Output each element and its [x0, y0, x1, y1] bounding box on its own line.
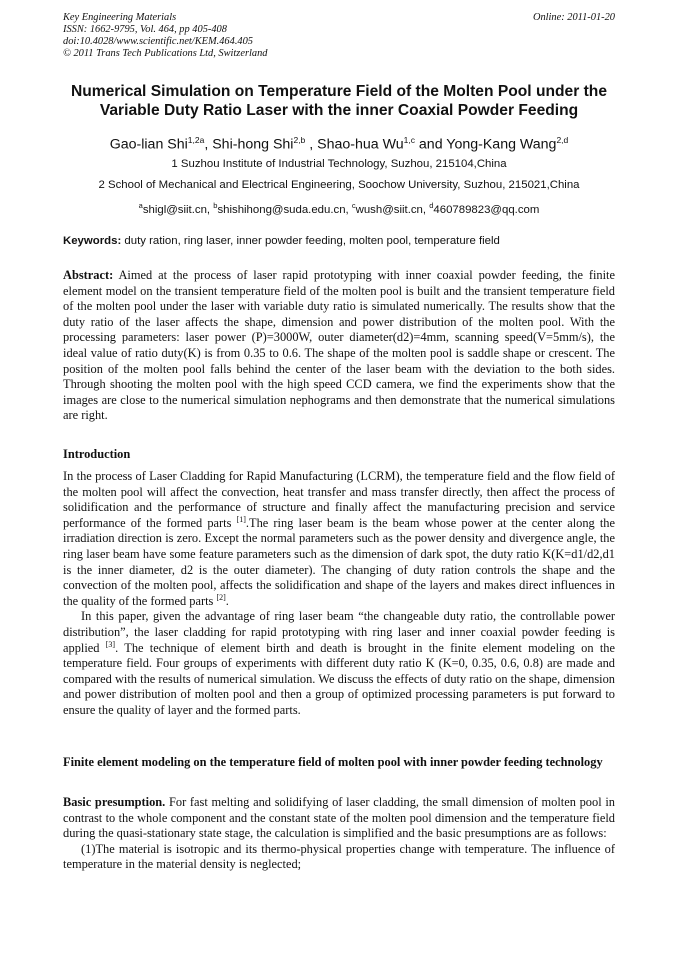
- author-affil-sup: 2,b: [293, 135, 306, 145]
- email-link[interactable]: shishihong@suda.edu.cn: [217, 203, 346, 216]
- affiliation-2: 2 School of Mechanical and Electrical Engineering, Soochow University, Suzhou, 215021,China: [98, 179, 580, 191]
- email-sup: c: [351, 201, 356, 210]
- author-list: [30, 131, 648, 154]
- citation-ref-2: [2]: [216, 592, 226, 602]
- abstract-label: Abstract:: [63, 268, 114, 282]
- affiliation-1: 1 Suzhou Institute of Industrial Technology, Suzhou, 215104,China: [171, 158, 507, 170]
- fem-heading: [63, 755, 615, 771]
- journal-header: [63, 12, 615, 60]
- intro-text: . The technique of element birth and death is brought in the finite element modeling on the temperature field. Four groups of experiments with different duty ratio K (K=0, 0.35, 0.6, 0.8) are made and compared with the results of numerical simulation. We discuss the effects of duty ratio on the shape, dimension and power distribution of molten pool and then a group of optimized processing parameters is put forward to ensure the quality of layer and the formed parts.: [63, 640, 615, 717]
- author-affil-sup: 1,2a: [187, 135, 205, 145]
- copyright-line: © 2011 Trans Tech Publications Ltd, Switzerland: [63, 48, 268, 59]
- online-date: Online: 2011-01-20: [532, 12, 615, 23]
- author-separator: ,: [305, 136, 318, 153]
- email-sup: d: [429, 201, 434, 210]
- presumption-item-1: (1)The material is isotropic and its thermo-physical properties change with temperature. The influence of temperature in the material density is neglected;: [63, 841, 615, 872]
- abstract-text: Aimed at the process of laser rapid prototyping with inner coaxial powder feeding, the finite element model on the transient temperature field of the molten pool is built and the transient temperature field of the molten pool under the laser with variable duty ratio is simulated numerically. The results show that the duty ratio of the laser affects the shape, dimension and power distribution of the molten pool. With the processing parameters: laser power (P)=3000W, outer diameter(d2)=4mm, scanning speed(V=5mm/s), the ideal value of ratio duty(K) is from 0.35 to 0.6. The shape of the molten pool is saddle shape or crescent. The position of the molten pool falls behind the center of the laser beam with the deviation to the both sides. Through shooting the molten pool with the high speed CCD camera, we find the experiments show that the images are close to the numerical simulation nephograms and then demonstrate that the numerical simulations are right.: [63, 268, 615, 423]
- email-sup: a: [138, 201, 143, 210]
- introduction-body: [63, 469, 615, 719]
- basic-presumption-text: For fast melting and solidifying of laser cladding, the small dimension of molten pool in contrast to the whole component and the constant state of the molten pool dimension and the temperature field during the quasi-stationary state stage, the calculation is simplified and the basic presumptions are as follows:: [63, 795, 615, 841]
- introduction-heading-text: Introduction: [63, 447, 131, 461]
- doi-line: doi:10.4028/www.scientific.net/KEM.464.405: [63, 36, 253, 47]
- author-separator: ,: [204, 136, 213, 153]
- basic-presumption-label: Basic presumption.: [63, 795, 166, 809]
- intro-text: In the process of Laser Cladding for Rapid Manufacturing (LCRM), the temperature field and the flow field of the molten pool will affect the convection, heat transfer and mass transfer directly, then affect the process of solidification and the performance of structure and finally affect the manufacturing precision and service performance of the formed parts: [63, 469, 615, 530]
- intro-paragraph-2: [63, 609, 615, 718]
- paper-title: Numerical Simulation on Temperature Field of the Molten Pool under the Variable Duty Ratio Laser with the inner Coaxial Powder Feeding: [70, 83, 607, 119]
- intro-text: .: [225, 593, 229, 608]
- email-link[interactable]: shigl@siit.cn: [142, 203, 207, 216]
- author-affil-sup: 2,d: [556, 135, 569, 145]
- fem-heading-text: Finite element modeling on the temperature field of molten pool with inner powder feeding technology: [63, 755, 603, 769]
- keywords-text: duty ration, ring laser, inner powder feeding, molten pool, temperature field: [121, 235, 500, 247]
- journal-name: Key Engineering Materials: [63, 12, 177, 23]
- intro-text: .The ring laser beam is the beam whose power at the center along the irradiation direction is zero. Except the normal parameters such as the power density and divergence angle, the ring laser beam have some feature parameters such as the dimension of dark spot, the duty ratio K(K=d1/d2,d1 is the inner diameter, d2 is the outer diameter). The changing of duty ration controls the shape and the convection of the molten pool, affects the solidification and shape of the layers and makes direct influences in the quality of the formed parts: [63, 515, 615, 608]
- introduction-heading: [63, 447, 615, 463]
- email-link[interactable]: 460789823@qq.com: [433, 203, 540, 216]
- email-list: $^a$shigl@siit.cn, $^b$shishihong@suda.edu.cn, $^c$wush@siit.cn, $^d$460789823@qq.com: [138, 201, 540, 216]
- citation-ref-1: [1]: [236, 514, 246, 524]
- keywords-label: Keywords:: [63, 235, 122, 247]
- intro-text: In this paper, given the advantage of ring laser beam “the changeable duty ratio, the controllable power distribution”, the laser cladding for rapid prototyping with ring laser and inner coaxial powder feeding is applied: [63, 609, 615, 655]
- citation-ref-3: [3]: [105, 639, 116, 649]
- author-separator: and: [414, 136, 447, 153]
- author-affil-sup: 1,c: [403, 135, 415, 145]
- email-link[interactable]: wush@siit.cn: [355, 203, 423, 216]
- author-name: Shi-hong Shi: [212, 136, 294, 153]
- author-name: Yong-Kang Wang: [446, 136, 557, 153]
- keywords: [63, 234, 615, 248]
- abstract: [63, 268, 615, 424]
- author-name: Gao-lian Shi: [109, 136, 188, 153]
- author-name: Shao-hua Wu: [317, 136, 404, 153]
- basic-presumption: [63, 795, 615, 873]
- issn-line: ISSN: 1662-9795, Vol. 464, pp 405-408: [63, 24, 227, 35]
- email-sup: b: [213, 201, 218, 210]
- intro-paragraph-1: [63, 469, 615, 609]
